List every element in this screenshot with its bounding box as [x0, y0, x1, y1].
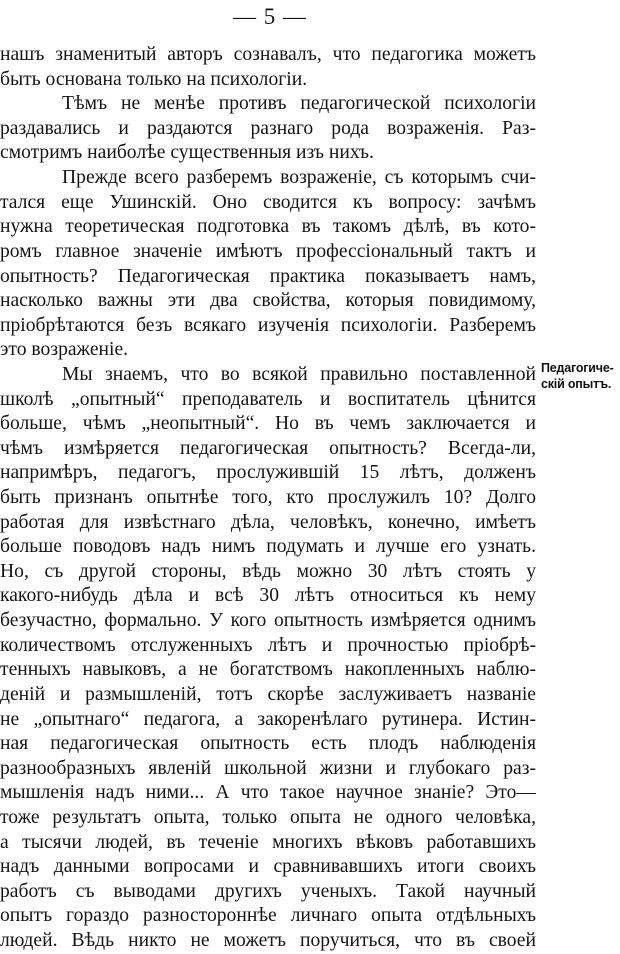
text-line: не „опытнаго“ педагога, а закоренѣлаго рутинера. Истин-	[0, 709, 536, 730]
text-line: Но, съ другой стороны, вѣдь можно 30 лѣтъ стоять у	[0, 561, 536, 582]
text-line: чѣмъ измѣряется педагогическая опытность? Всегда-ли,	[0, 438, 536, 459]
text-line: школѣ „опытный“ преподаватель и воспитатель цѣнится	[0, 389, 536, 410]
text-line: деній и размышленій, тотъ скорѣе заслуживаетъ названіе	[0, 684, 536, 705]
text-line: Тѣмъ не менѣе противъ педагогической психологіи	[62, 93, 536, 114]
text-line: опытность? Педагогическая практика показываетъ намъ,	[0, 266, 536, 287]
text-line: пріобрѣтаются безъ всякаго изученія психологіи. Разберемъ	[0, 315, 536, 336]
text-line: напримѣръ, педагогъ, прослужившій 15 лѣтъ, долженъ	[0, 462, 536, 483]
text-line: работая для извѣстнаго дѣла, человѣкъ, конечно, имѣетъ	[0, 512, 536, 533]
text-line: нужна теоретическая подготовка въ такомъ дѣлѣ, въ кото-	[0, 216, 536, 237]
text-line: тенныхъ навыковъ, а не богатствомъ накопленныхъ наблю-	[0, 659, 536, 680]
text-line: больше поводовъ надъ нимъ подумать и лучше его узнать.	[0, 536, 536, 557]
text-line: работъ съ выводами другихъ ученыхъ. Такой научный	[0, 881, 536, 902]
text-line: опытъ гораздо разностороннѣе личнаго опыта отдѣльныхъ	[0, 905, 536, 926]
text-line: безучастно, формально. У кого опытность измѣряется однимъ	[0, 610, 536, 631]
text-line: быть основана только на психологіи.	[0, 69, 308, 90]
margin-note-line: скій опытъ.	[541, 377, 612, 391]
text-line: количествомъ отслуженныхъ лѣтъ и прочностью пріобрѣ-	[0, 635, 536, 656]
text-line: людей. Вѣдь никто не можетъ поручиться, что въ своей	[0, 930, 536, 951]
text-line: тался еще Ушинскій. Оно сводится къ вопросу: зачѣмъ	[0, 192, 536, 213]
text-line: какого-нибудь дѣла и всѣ 30 лѣтъ относиться къ нему	[0, 585, 536, 606]
text-line: больше, чѣмъ „неопытный“. Но въ чемъ заключается и	[0, 413, 536, 434]
text-line: смотримъ наиболѣе существенныя изъ нихъ.	[0, 142, 374, 163]
text-line: быть признанъ опытнѣе того, кто прослужилъ 10? Долго	[0, 487, 536, 508]
text-line: а тысячи людей, въ теченіе многихъ вѣковъ работавшихъ	[0, 832, 536, 853]
text-line: Мы знаемъ, что во всякой правильно поставленной	[62, 364, 536, 385]
text-line: мышленія надъ ними... А что такое научное знаніе? Это—	[0, 782, 536, 803]
text-line: это возраженіе.	[0, 339, 129, 360]
margin-note-line: Педагогиче-	[541, 361, 614, 375]
text-line: нашъ знаменитый авторъ сознавалъ, что педагогика можетъ	[0, 44, 536, 65]
text-line: тоже результатъ опыта, только опыта не одного человѣка,	[0, 807, 536, 828]
text-line: ная педагогическая опытность есть плодъ наблюденія	[0, 733, 536, 754]
text-line: раздавались и раздаются разнаго рода возраженія. Раз-	[0, 118, 536, 139]
text-line: Прежде всего разберемъ возраженіе, съ которымъ счи-	[62, 167, 536, 188]
text-line: ромъ главное значеніе имѣютъ профессіональный тактъ и	[0, 241, 536, 262]
text-line: надъ данными вопросами и сравнивавшихъ итоги своихъ	[0, 856, 536, 877]
margin-note	[541, 360, 620, 392]
page-number: — 5 —	[233, 4, 307, 29]
text-line: разнообразныхъ явленій школьной жизни и глубокаго раз-	[0, 758, 536, 779]
text-line: насколько важны эти два свойства, которыя повидимому,	[0, 290, 536, 311]
